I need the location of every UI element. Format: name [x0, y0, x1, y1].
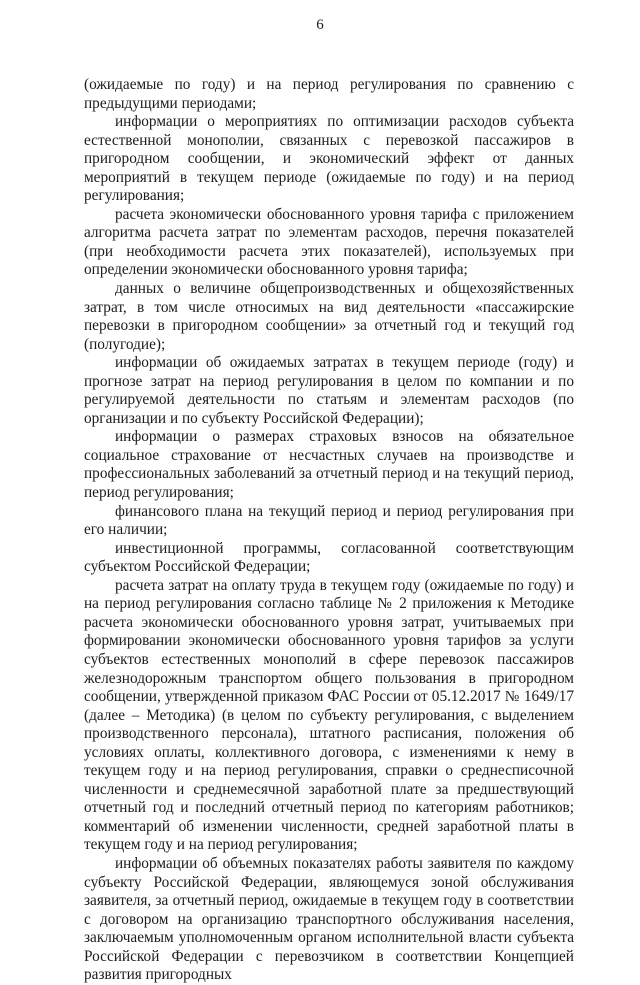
page-number: 6	[316, 17, 324, 33]
paragraph-optimization-measures: информации о мероприятиях по оптимизации расходов субъекта естественной монополии, связанных с перевозкой пассажиров в пригородном сообщении, и экономический эффект от данных мероприятий в текущем периоде (ожидаемые по году) и на период регулирования;	[84, 113, 574, 205]
paragraph-financial-plan: финансового плана на текущий период и период регулирования при его наличии;	[84, 502, 574, 539]
paragraph-expected-costs: информации об ожидаемых затратах в текущем периоде (году) и прогнозе затрат на период регулирования в целом по компании и по регулируемой деятельности по статьям и элементам расходов (по организации и по субъекту Российской Федерации);	[84, 354, 574, 427]
paragraph-labor-costs: расчета затрат на оплату труда в текущем году (ожидаемые по году) и на период регулирования согласно таблице № 2 приложения к Методике расчета экономически обоснованного уровня затрат, учитываемых при формировании экономически обоснованного уровня тарифов за услуги субъектов естественных монополий в сфере перевозок пассажиров железнодорожным транспортом общего пользования в пригородном сообщении, утвержденной приказом ФАС России от 05.12.2017 № 1649/17 (далее – Методика) (в целом по субъекту регулирования, с выделением производственного персонала), штатного расписания, положения об условиях оплаты, коллективного договора, с изменениями к нему в текущем году и на период регулирования, справки о среднесписочной численности и среднемесячной заработной плате за предшествующий отчетный год и последний отчетный период по категориям работников; комментарий об изменении численности, средней заработной платы в текущем году и на период регулирования;	[84, 576, 574, 854]
paragraph-continuation: (ожидаемые по году) и на период регулирования по сравнению с предыдущими периодами;	[84, 76, 574, 112]
paragraph-tariff-calculation: расчета экономически обоснованного уровня тарифа с приложением алгоритма расчета затрат по элементам расходов, перечня показателей (при необходимости расчета этих показателей), используемых при определении экономически обоснованного уровня тарифа;	[84, 205, 574, 279]
paragraph-insurance-contributions: информации о размерах страховых взносов на обязательное социальное страхование от несчастных случаев на производстве и профессиональных заболеваний за отчетный период и на текущий период, период регулирования;	[84, 428, 574, 502]
paragraph-overhead-costs: данных о величине общепроизводственных и общехозяйственных затрат, в том числе относимых на вид деятельности «пассажирские перевозки в пригородном сообщении» за отчетный год и текущий год (полугодие);	[84, 280, 574, 353]
document-body	[84, 76, 574, 985]
paragraph-investment-program: инвестиционной программы, согласованной соответствующим субъектом Российской Федерации;	[84, 539, 574, 576]
paragraph-volume-indicators: информации об объемных показателях работы заявителя по каждому субъекту Российской Федерации, являющемуся зоной обслуживания заявителя, за отчетный период, ожидаемые в текущем году в соответствии с договором на организацию транспортного обслуживания населения, заключаемым уполномоченным органом исполнительной власти субъекта Российской Федерации с перевозчиком в соответствии Концепцией развития пригородных	[84, 854, 574, 984]
